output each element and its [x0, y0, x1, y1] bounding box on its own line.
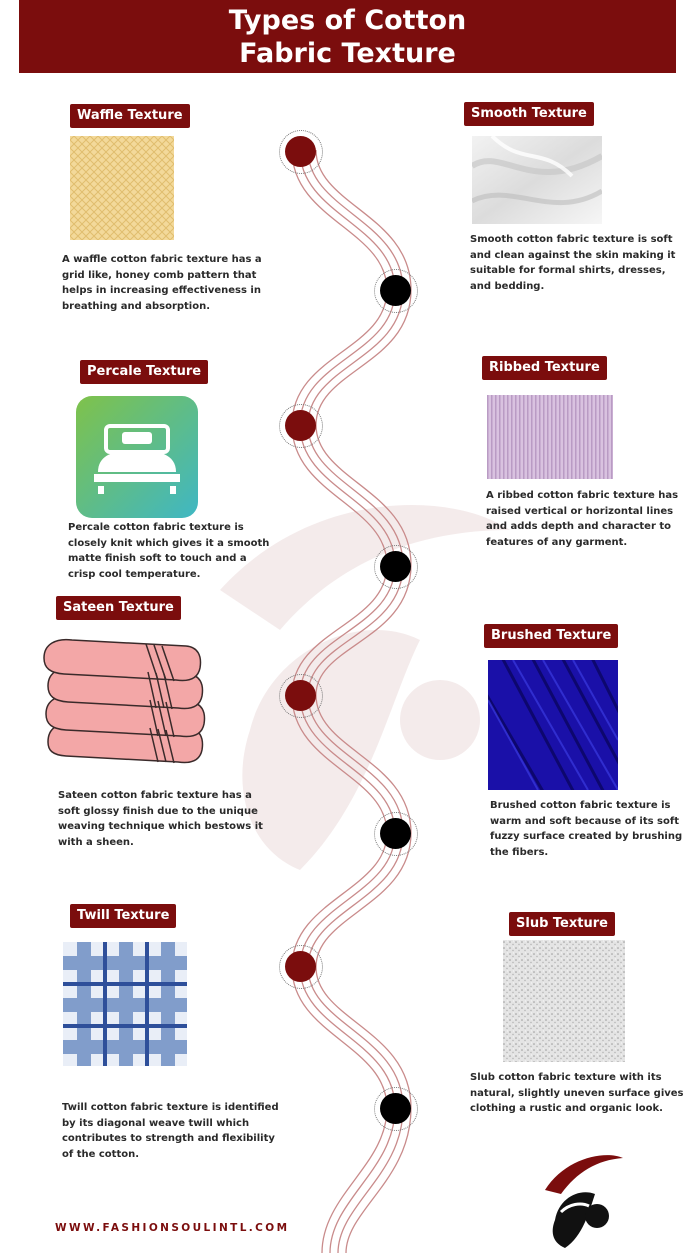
bed-icon [76, 396, 198, 518]
waffle-description: A waffle cotton fabric texture has a grid like, honey comb pattern that helps in increasing effectiveness in breathing and absorption. [62, 254, 262, 312]
timeline-marker-7 [279, 945, 323, 989]
waffle-texture-label: Waffle Texture [70, 104, 190, 128]
slub-description: Slub cotton fabric texture with its natural, slightly uneven surface gives clothing a rustic and organic look. [470, 1072, 684, 1114]
sateen-description: Sateen cotton fabric texture has a soft glossy finish due to the unique weaving technique which bestows it with a sheen. [58, 790, 263, 848]
timeline-marker-3 [279, 404, 323, 448]
twill-swatch-image [63, 942, 187, 1066]
timeline-marker-6 [374, 812, 418, 856]
sateen-texture-label: Sateen Texture [56, 596, 181, 620]
timeline-marker-5 [279, 674, 323, 718]
page-header [19, 0, 676, 73]
twill-texture-label: Twill Texture [70, 904, 176, 928]
smooth-swatch-image [472, 136, 602, 224]
page-title-line2: Fabric Texture [239, 38, 456, 69]
ribbed-swatch-image [487, 395, 613, 479]
brushed-description: Brushed cotton fabric texture is warm and soft because of its soft fuzzy surface created by brushing the fibers. [490, 800, 683, 858]
ribbed-description: A ribbed cotton fabric texture has raised vertical or horizontal lines and adds depth and character to features of any garment. [486, 490, 679, 548]
percale-texture-label: Percale Texture [80, 360, 208, 384]
timeline-marker-4 [374, 545, 418, 589]
smooth-texture-label: Smooth Texture [464, 102, 594, 126]
page-title-line1: Types of Cotton [228, 5, 467, 36]
folded-towels-icon [38, 632, 208, 782]
ribbed-texture-label: Ribbed Texture [482, 356, 607, 380]
smooth-description: Smooth cotton fabric texture is soft and clean against the skin making it suitable for formal shirts, dresses, and bedding. [470, 234, 676, 292]
brand-logo-icon [535, 1150, 625, 1250]
timeline-marker-1 [279, 130, 323, 174]
timeline-marker-8 [374, 1087, 418, 1131]
waffle-swatch-image [70, 136, 174, 240]
percale-description: Percale cotton fabric texture is closely knit which gives it a smooth matte finish soft to touch and a crisp cool temperature. [68, 522, 270, 580]
brushed-texture-label: Brushed Texture [484, 624, 618, 648]
twill-description: Twill cotton fabric texture is identified by its diagonal weave twill which contributes to strength and flexibility of the cotton. [62, 1102, 279, 1160]
website-link[interactable]: WWW.FASHIONSOULINTL.COM [55, 1222, 290, 1234]
slub-swatch-image [503, 940, 625, 1062]
brushed-swatch-image [488, 660, 618, 790]
timeline-marker-2 [374, 269, 418, 313]
slub-texture-label: Slub Texture [509, 912, 615, 936]
